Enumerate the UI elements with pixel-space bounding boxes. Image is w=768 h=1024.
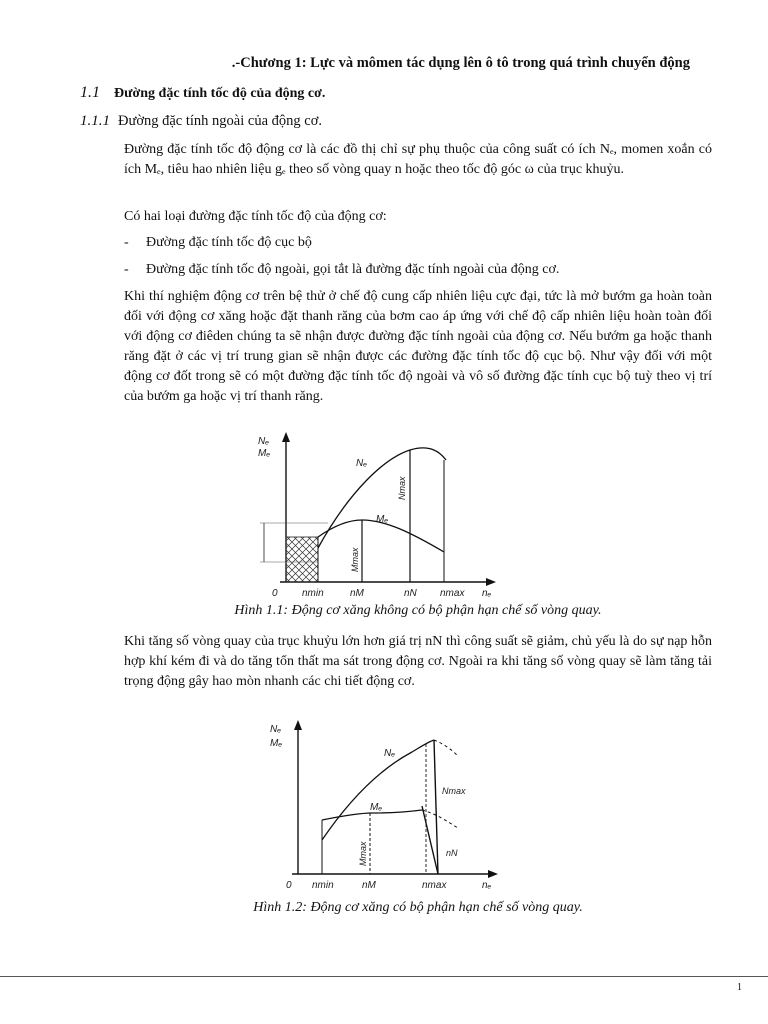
- label-origin: 0: [286, 880, 292, 891]
- figure-1-caption: Hình 1.1: Động cơ xăng không có bộ phận hạn chế số vòng quay.: [234, 603, 602, 618]
- label-nm: nM: [362, 880, 376, 891]
- power-curve-unlimited: [434, 740, 458, 756]
- label-nmin: nmin: [312, 880, 334, 891]
- label-nmax-vertical: Nmax: [397, 476, 407, 500]
- hatched-region: [286, 537, 318, 582]
- label-nmax: nmax: [422, 880, 447, 891]
- figure-2-diagram: [262, 716, 510, 892]
- section-title: Đường đặc tính tốc độ của động cơ.: [114, 86, 326, 101]
- subsection-heading: [80, 113, 322, 130]
- bullet-item: [124, 260, 559, 280]
- bullet-dash: -: [124, 262, 129, 277]
- label-ne-curve: Nₑ: [356, 458, 368, 469]
- label-y-me: Mₑ: [270, 738, 283, 749]
- label-y-me: Mₑ: [258, 448, 271, 459]
- label-me-curve: Mₑ: [370, 802, 383, 813]
- x-axis-arrow: [488, 870, 498, 878]
- bullet-text: Đường đặc tính tốc độ cục bộ: [146, 235, 312, 250]
- bullet-dash: -: [124, 235, 129, 250]
- label-mmax-vertical: Mmax: [350, 547, 360, 572]
- paragraph-definition: Đường đặc tính tốc độ động cơ là các đồ thị chỉ sự phụ thuộc của công suất có ích Nₑ, momen xoắn có ích Mₑ, tiêu hao nhiên liệu gₑ theo số vòng quay n hoặc theo tốc độ góc ω của trục khuỷu.: [124, 142, 712, 177]
- y-axis-arrow: [294, 720, 302, 730]
- label-y-ne: Nₑ: [258, 436, 270, 447]
- label-nmax: nmax: [440, 588, 465, 599]
- label-nmax-power: Nmax: [442, 786, 466, 796]
- label-x-axis: nₑ: [482, 880, 492, 891]
- bullet-text: Đường đặc tính tốc độ ngoài, gọi tắt là đường đặc tính ngoài của động cơ.: [146, 262, 560, 277]
- page-number: 1: [737, 982, 742, 993]
- chapter-title: .-Chương 1: Lực và mômen tác dụng lên ô tô trong quá trình chuyển động: [231, 55, 690, 71]
- label-origin: 0: [272, 588, 278, 599]
- torque-curve-unlimited: [422, 810, 458, 828]
- label-nn: nN: [446, 848, 458, 858]
- paragraph-speed-effects: Khi tăng số vòng quay của trục khuỷu lớn hơn giá trị nN thì công suất sẽ giảm, chủ yếu là do sự nạp hỗn hợp khí kém đi và do tăng tổn thất ma sát trong động cơ. Ngoài ra khi tăng số vòng quay sẽ làm tăng tải trọng động gây hao mòn nhanh các chi tiết động cơ.: [124, 634, 712, 689]
- bullet-item: [124, 233, 312, 253]
- figure-1-diagram: [250, 430, 510, 602]
- subsection-number: 1.1.1: [80, 113, 110, 129]
- power-curve: [318, 448, 446, 548]
- x-axis-arrow: [486, 578, 496, 586]
- label-nn: nN: [404, 588, 417, 599]
- power-curve: [322, 740, 434, 840]
- label-nm: nM: [350, 588, 364, 599]
- label-mmax-vertical: Mmax: [358, 841, 368, 866]
- label-ne-curve: Nₑ: [384, 748, 396, 759]
- paragraph-types-intro: Có hai loại đường đặc tính tốc độ của động cơ:: [124, 209, 387, 224]
- label-x-axis: nₑ: [482, 588, 492, 599]
- footer-divider: [0, 976, 768, 977]
- y-axis-arrow: [282, 432, 290, 442]
- subsection-title: Đường đặc tính ngoài của động cơ.: [118, 113, 322, 129]
- section-number: 1.1: [80, 84, 100, 101]
- label-nmin: nmin: [302, 588, 324, 599]
- paragraph-test-description: Khi thí nghiệm động cơ trên bệ thử ở chế độ cung cấp nhiên liệu cực đại, tức là mở bướm ga hoàn toàn đối với động cơ xăng hoặc đặt thanh răng của bơm cao áp ứng với chế độ cấp nhiên liệu hoàn toàn đối với động cơ điêden chúng ta sẽ nhận được đường đặc tính ngoài của động cơ. Nếu bướm ga hoặc thanh răng đặt ở các vị trí trung gian sẽ nhận được các đường đặc tính tốc độ cục bộ. Như vậy đối với một động cơ đốt trong sẽ có một đường đặc tính tốc độ ngoài và vô số đường đặc tính cục bộ tuỳ theo vị trí của bướm ga hoặc vị trí thanh răng.: [124, 289, 712, 404]
- label-y-ne: Nₑ: [270, 724, 282, 735]
- section-heading: [80, 84, 325, 102]
- power-limiter-drop: [434, 740, 438, 874]
- figure-2-caption: Hình 1.2: Động cơ xăng có bộ phận hạn chế số vòng quay.: [253, 900, 583, 915]
- label-me-curve: Mₑ: [376, 514, 389, 525]
